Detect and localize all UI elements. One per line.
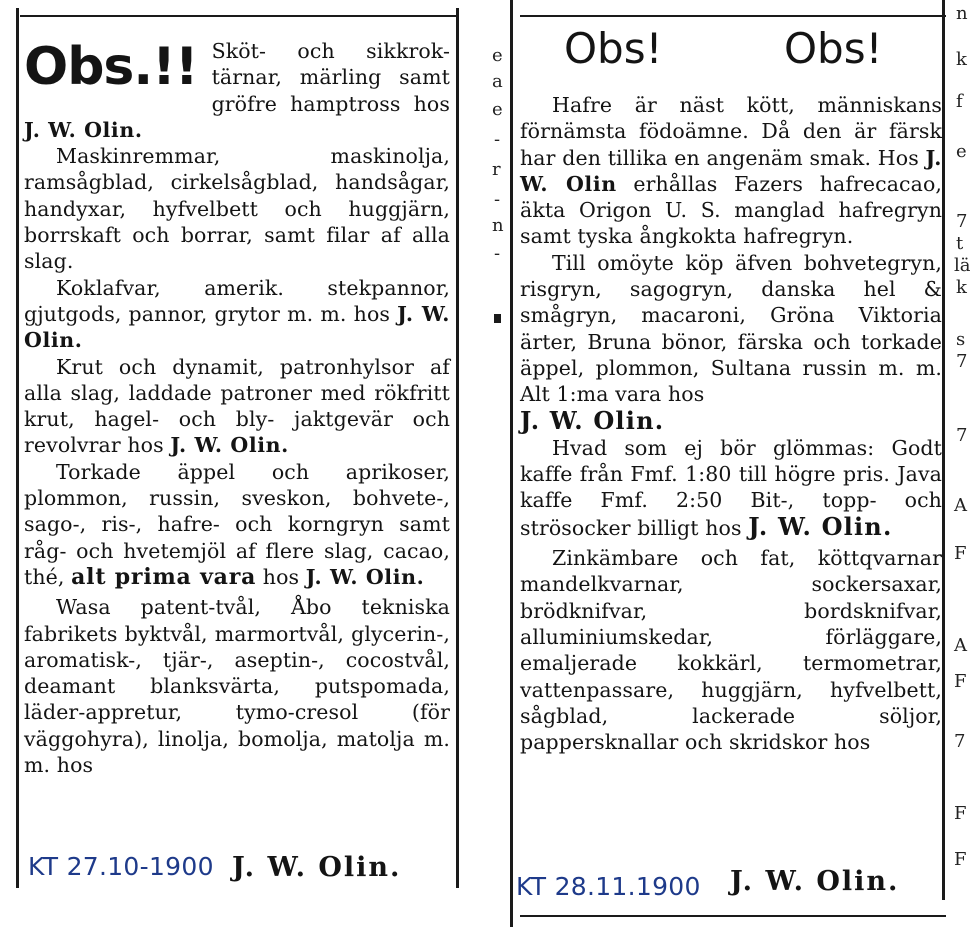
paragraph-4-text: Krut och dynamit, patronhylsor af alla slag, laddade patroner med rökfritt krut, hagel- och bly- jaktgevär och revolvrar hos [24,354,450,458]
merchant-name: J. W. Olin. [24,117,143,142]
headline: Obs.!! [24,37,198,97]
merchant-name: J. W. Olin. [748,511,893,541]
merchant-name: J. W. Olin. [170,433,289,458]
fragment: lä [954,255,971,276]
fragment: 7 [956,211,968,232]
fragment: n [492,215,504,236]
right-ad-body [520,92,942,755]
right-advertisement [486,0,974,927]
fragment: k [956,277,967,298]
paragraph-2: Maskinremmar, maskinolja, ramsågblad, cirkelsågblad, handsågar, handyxar, hyfvelbett och huggjärn, borrskaft och borrar, samt filar af alla slag. [24,144,450,274]
fragment: 7 [956,425,968,446]
fragment: s [956,329,966,350]
paragraph-2-text: Till omöyte köp äfven bohvetegryn, risgryn, sagogryn, danska hel & smågryn, macaroni, Gröna Viktoria ärter, Bruna bönor, färska och torkade äppel, plommon, Sultana russin m. m. Alt 1:ma vara hos [520,250,942,407]
paragraph-5-text: Torkade äppel och aprikoser, plommon, russin, sveskon, bohvete-, sago-, ris-, hafre- och korngryn samt råg- och hvetemjöl af flere slag, cacao, thé, [24,459,450,589]
paragraph-1-text: Hafre är näst kött, människans förnämsta födoämne. Då den är färsk har den tillika en angenäm smak. Hos [520,93,942,170]
fragment: a [492,71,503,92]
fragment: t [956,233,964,254]
paragraph-1-text: Sköt- och sikkrok-tärnar, märling samt gröfre hamptross hos [211,39,450,116]
merchant-name: J. W. Olin. [305,564,425,589]
fragment: F [954,671,967,692]
headline-left: Obs! [564,24,663,73]
left-column-rule [16,8,19,888]
date-caption: KT 28.11.1900 [516,872,701,901]
top-rule [20,15,458,17]
left-column-rule [510,0,513,927]
fragment: F [954,803,967,824]
fragment: 7 [954,731,966,752]
fragment: F [954,543,967,564]
fragment: e [956,141,967,162]
paragraph-4: Zinkämbare och fat, köttqvarnar mandelkvarnar, sockersaxar, brödknifvar, bordsknifvar, alluminiumskedar, förläggare, emaljerade kokkärl, termometrar, vattenpassare, huggjärn, hyfvelbett, sågblad, lackerade söljor, pappersknallar och skridskor hos [520,546,942,755]
headline-right: Obs! [784,24,883,73]
fragment: - [494,189,501,210]
right-column-rule [942,0,945,900]
left-advertisement [0,0,480,927]
fragment: k [956,49,967,70]
top-rule [520,15,946,17]
fragment: n [956,3,968,24]
paragraph-6: Wasa patent-tvål, Åbo tekniska fabrikets byktvål, marmortvål, glycerin-, aromatisk-, tjär-, aseptin-, cocostvål, deamant blanksvärta, putspomada, läder-appretur, tymo-cresol (för väggohyra), linolja, bomolja, matolja m. m. hos [24,595,450,778]
emphasis-text: alt prima vara [71,563,257,590]
fragment: r [492,159,501,180]
date-caption: KT 27.10-1900 [28,852,214,881]
merchant-name: J. W. Olin. [24,301,450,353]
fragment: e [492,99,503,120]
bottom-rule [520,915,946,917]
merchant-name: J. W. Olin. [520,405,665,435]
fragment: A [954,635,967,656]
paragraph-5-connector: hos [256,564,306,589]
fragment: f [956,91,963,112]
merchant-name: J. W. Olin [520,145,942,196]
paragraph-1-continued: erhållas Fazers hafrecacao, äkta Origon U. S. manglad hafregryn samt tyska ångkokta hafregryn. [520,171,943,249]
left-ad-body [24,38,450,778]
fragment: e [492,45,503,66]
fragment: - [494,243,501,264]
fragment: F [954,849,967,870]
signature: J. W. Olin. [730,866,900,897]
right-column-rule [456,8,459,888]
paragraph-3-text: Hvad som ej bör glömmas: Godt kaffe från Fmf. 1:80 till högre pris. Java kaffe Fmf. 2:50 Bit-, topp- och strösocker billigt hos [520,435,942,540]
fragment: A [954,495,967,516]
fragment: 7 [956,351,968,372]
signature: J. W. Olin. [232,852,402,883]
paragraph-3-text: Koklafvar, amerik. stekpannor, gjutgods, pannor, grytor m. m. hos [24,275,450,326]
fragment: - [494,129,501,150]
